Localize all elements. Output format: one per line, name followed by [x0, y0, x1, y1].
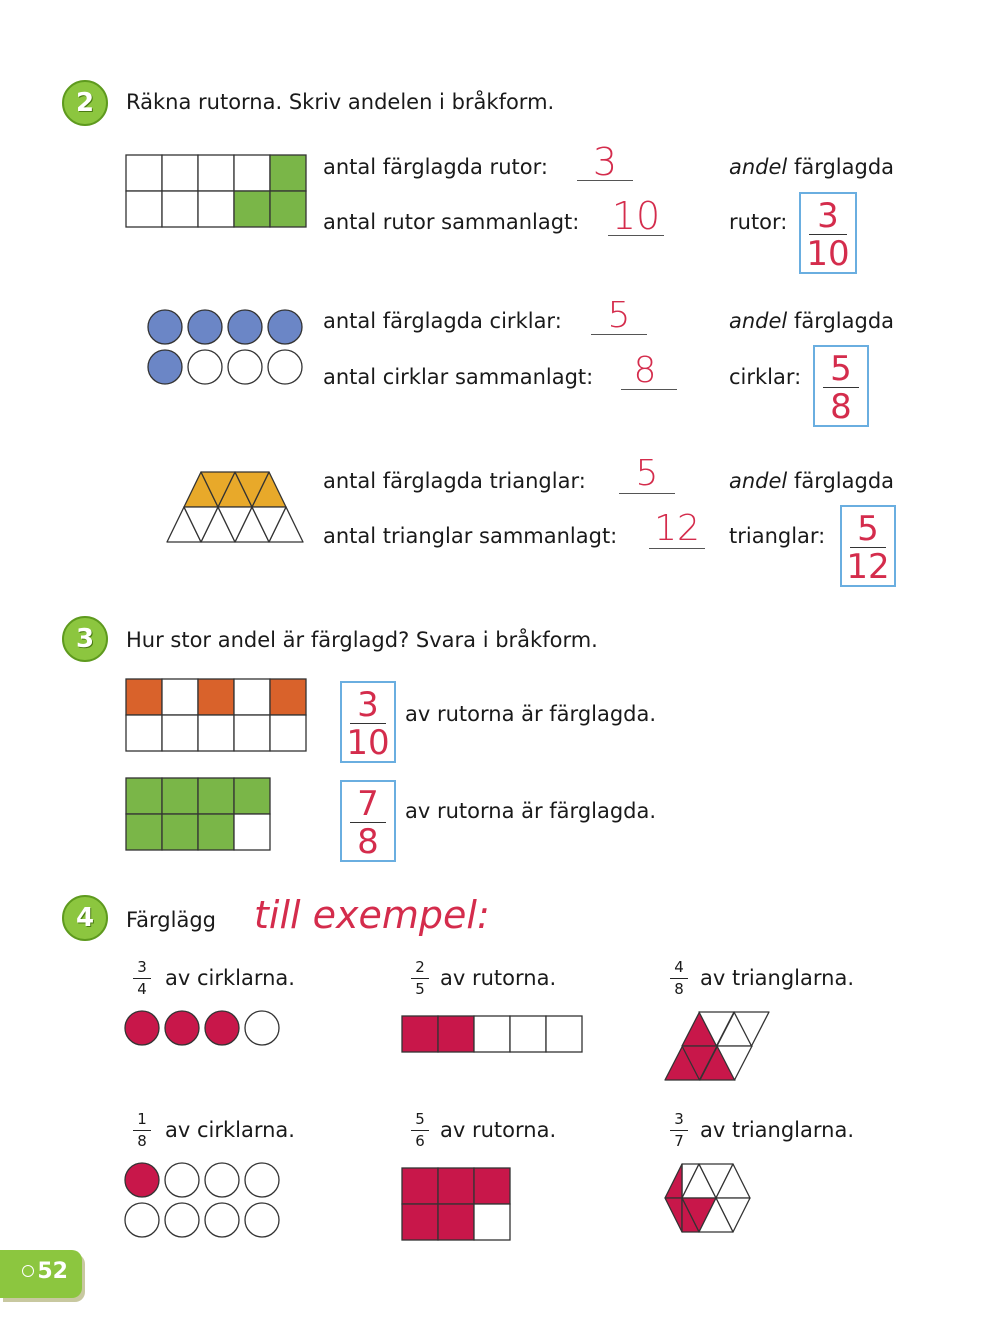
circle-shape: [268, 310, 302, 344]
grid-cell: [198, 155, 234, 191]
task-4-label: av trianglarna.: [700, 1118, 855, 1142]
grid-cell: [234, 191, 270, 227]
task-2-grid: [125, 154, 307, 228]
fraction-numerator: 2: [415, 958, 425, 976]
grid-cell: [198, 191, 234, 227]
task-3-badge: 3: [62, 616, 108, 662]
grid-cell: [126, 679, 162, 715]
fraction-bar: [133, 978, 151, 979]
fraction-denominator: 7: [674, 1132, 684, 1150]
task-2-share-label: [729, 309, 894, 333]
grid-cell: [198, 679, 234, 715]
grid-cell: [234, 155, 270, 191]
share-italic: andel: [729, 469, 788, 493]
grid-cell: [198, 814, 234, 850]
circle-shape: [228, 350, 262, 384]
share-rest: färglagda: [787, 309, 895, 333]
fraction-numerator: 4: [674, 958, 684, 976]
fraction-denominator: 4: [137, 980, 147, 998]
circle-shape: [188, 350, 222, 384]
page-icon: [22, 1265, 34, 1277]
grid-cell: [162, 715, 198, 751]
circle-shape: [148, 350, 182, 384]
task-4-label: av cirklarna.: [165, 1118, 295, 1142]
grid-cell: [270, 191, 306, 227]
grid-cell: [438, 1204, 474, 1240]
fraction-numerator: 5: [415, 1110, 425, 1128]
task-4-row-2-5[interactable]: [401, 1015, 583, 1053]
task-4-fraction: [409, 959, 431, 998]
fraction-numerator: 5: [830, 349, 852, 389]
grid-cell: [270, 679, 306, 715]
task-4-label: av trianglarna.: [700, 966, 855, 990]
task-4-parallelogram-4-8[interactable]: [664, 1011, 770, 1083]
task-2-colored-answer[interactable]: 5: [635, 453, 659, 494]
fraction-denominator: 8: [674, 980, 684, 998]
task-2-fraction-box[interactable]: [840, 505, 896, 587]
share-rest: färglagda: [787, 469, 895, 493]
task-2-total-label: antal rutor sammanlagt:: [323, 210, 580, 234]
grid-cell: [270, 155, 306, 191]
task-2-colored-label: antal färglagda cirklar:: [323, 309, 562, 333]
task-4-label: av rutorna.: [440, 1118, 557, 1142]
task-2-badge: 2: [62, 80, 108, 126]
task-4-circles-1-8[interactable]: [124, 1162, 284, 1242]
fraction-numerator: 3: [357, 685, 379, 725]
task-2-share-noun: cirklar:: [729, 365, 802, 389]
grid-cell: [234, 679, 270, 715]
task-2-fraction-box[interactable]: [799, 192, 857, 274]
grid-cell: [546, 1016, 582, 1052]
task-3-fraction-box[interactable]: [340, 681, 396, 763]
fraction-numerator: 3: [817, 196, 839, 236]
task-2-fraction-box[interactable]: [813, 345, 869, 427]
task-2-total-label: antal trianglar sammanlagt:: [323, 524, 618, 548]
grid-cell: [126, 814, 162, 850]
grid-cell: [198, 715, 234, 751]
circle-shape: [188, 310, 222, 344]
circle-shape: [148, 310, 182, 344]
task-3-fraction-box[interactable]: [340, 780, 396, 862]
task-2-triangles: [166, 471, 306, 543]
grid-cell: [126, 191, 162, 227]
task-3-text: av rutorna är färglagda.: [405, 702, 657, 726]
circle-shape: [245, 1203, 279, 1237]
circle-shape: [165, 1163, 199, 1197]
grid-cell: [270, 715, 306, 751]
grid-cell: [162, 155, 198, 191]
fraction-denominator: 6: [415, 1132, 425, 1150]
fraction-bar: [670, 1130, 688, 1131]
task-4-fraction: [131, 959, 153, 998]
circle-shape: [125, 1203, 159, 1237]
circle-shape: [205, 1203, 239, 1237]
circle-shape: [205, 1163, 239, 1197]
task-4-instruction: Färglägg: [126, 908, 216, 932]
fraction-denominator: 5: [415, 980, 425, 998]
task-2-colored-answer[interactable]: 5: [607, 295, 631, 336]
fraction-denominator: 10: [806, 234, 850, 274]
grid-cell: [438, 1016, 474, 1052]
grid-cell: [402, 1168, 438, 1204]
grid-cell: [474, 1168, 510, 1204]
fraction-numerator: 3: [674, 1110, 684, 1128]
task-4-fraction: [668, 959, 690, 998]
circle-shape: [125, 1163, 159, 1197]
task-4-circles-3-4[interactable]: [124, 1010, 284, 1050]
task-2-colored-label: antal färglagda rutor:: [323, 155, 548, 179]
page-number: 52: [37, 1259, 68, 1284]
grid-cell: [198, 778, 234, 814]
task-2-share-label: [729, 155, 894, 179]
grid-cell: [474, 1016, 510, 1052]
task-4-label: av rutorna.: [440, 966, 557, 990]
grid-cell: [126, 715, 162, 751]
grid-cell: [162, 679, 198, 715]
circle-shape: [165, 1203, 199, 1237]
page-number-tab: [0, 1250, 82, 1298]
grid-cell: [402, 1016, 438, 1052]
share-rest: färglagda: [787, 155, 895, 179]
fraction-bar: [670, 978, 688, 979]
circle-shape: [205, 1011, 239, 1045]
task-2-total-answer[interactable]: 10: [611, 194, 661, 238]
fraction-bar: [411, 1130, 429, 1131]
grid-cell: [234, 715, 270, 751]
task-2-total-label: antal cirklar sammanlagt:: [323, 365, 594, 389]
fraction-bar: [133, 1130, 151, 1131]
fraction-numerator: 3: [137, 958, 147, 976]
grid-cell: [126, 778, 162, 814]
circle-shape: [228, 310, 262, 344]
task-3-text: av rutorna är färglagda.: [405, 799, 657, 823]
circle-shape: [268, 350, 302, 384]
task-2-total-answer[interactable]: 12: [654, 508, 700, 549]
grid-cell: [510, 1016, 546, 1052]
grid-cell: [438, 1168, 474, 1204]
fraction-denominator: 12: [846, 547, 890, 587]
fraction-bar: [411, 978, 429, 979]
grid-cell: [162, 778, 198, 814]
triangle-shape: [665, 1198, 682, 1232]
circle-shape: [245, 1011, 279, 1045]
circle-shape: [165, 1011, 199, 1045]
task-3-grid-2: [125, 777, 271, 851]
task-4-label: av cirklarna.: [165, 966, 295, 990]
task-3-grid-1: [125, 678, 307, 752]
fraction-numerator: 1: [137, 1110, 147, 1128]
fraction-denominator: 8: [830, 387, 852, 427]
grid-cell: [474, 1204, 510, 1240]
task-4-example-note: till exempel:: [254, 893, 490, 937]
task-2-circles: [147, 309, 307, 389]
task-2-share-label: [729, 469, 894, 493]
fraction-denominator: 10: [346, 723, 390, 763]
task-4-fraction: [409, 1111, 431, 1150]
grid-cell: [234, 778, 270, 814]
fraction-denominator: 8: [357, 822, 379, 862]
grid-cell: [162, 191, 198, 227]
task-4-badge: 4: [62, 895, 108, 941]
grid-cell: [234, 814, 270, 850]
grid-cell: [126, 155, 162, 191]
task-2-share-noun: trianglar:: [729, 524, 826, 548]
triangle-shape: [665, 1164, 682, 1198]
task-4-fraction: [131, 1111, 153, 1150]
grid-cell: [162, 814, 198, 850]
fraction-numerator: 7: [357, 784, 379, 824]
fraction-denominator: 8: [137, 1132, 147, 1150]
task-2-share-noun: rutor:: [729, 210, 788, 234]
circle-shape: [125, 1011, 159, 1045]
task-2-colored-answer[interactable]: 3: [592, 140, 618, 184]
task-2-instruction: Räkna rutorna. Skriv andelen i bråkform.: [126, 90, 555, 114]
task-4-grid-5-6[interactable]: [401, 1167, 513, 1241]
share-italic: andel: [729, 155, 788, 179]
circle-shape: [245, 1163, 279, 1197]
task-2-total-answer[interactable]: 8: [633, 350, 657, 391]
task-4-hexagon-3-7[interactable]: [664, 1163, 752, 1235]
grid-cell: [402, 1204, 438, 1240]
fraction-numerator: 5: [857, 509, 879, 549]
task-3-instruction: Hur stor andel är färglagd? Svara i bråkform.: [126, 628, 598, 652]
task-4-fraction: [668, 1111, 690, 1150]
share-italic: andel: [729, 309, 788, 333]
task-2-colored-label: antal färglagda trianglar:: [323, 469, 586, 493]
